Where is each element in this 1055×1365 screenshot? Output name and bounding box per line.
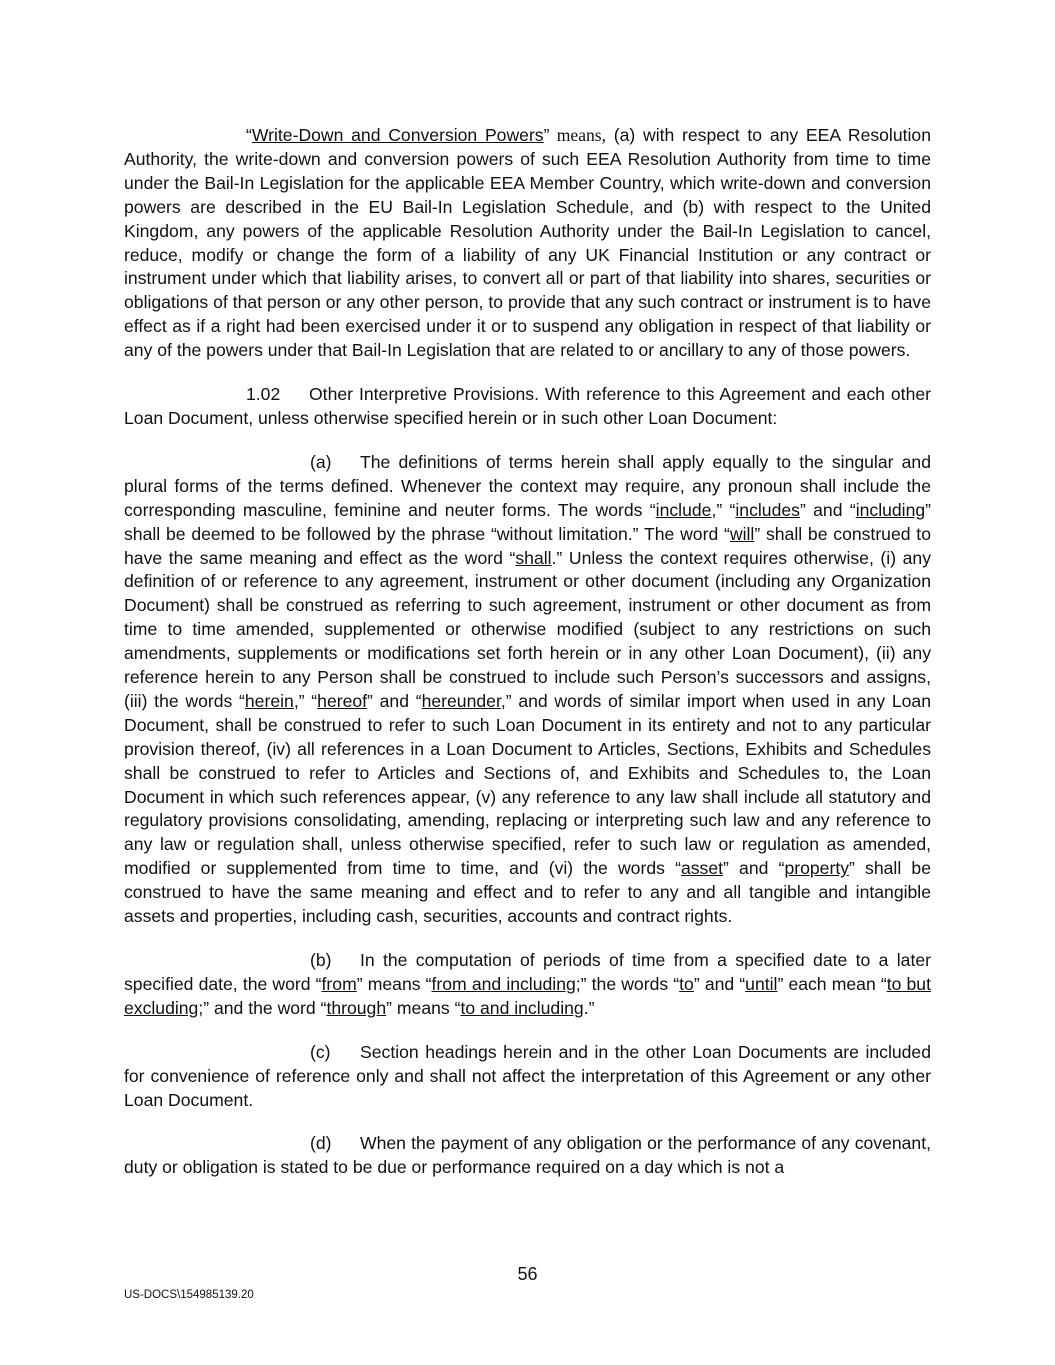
defined-word: will [729, 523, 755, 544]
section-number: 1.02 [246, 384, 281, 405]
defined-word: to [679, 973, 694, 994]
quote-open: “ [246, 125, 252, 145]
clause-label: (a) [310, 451, 332, 472]
defined-word: until [745, 973, 778, 994]
defined-word: include [655, 499, 712, 520]
clause-text: Section headings herein and in the other Loan Documents are included for convenience of reference only and shall not affect the interpretation of this Agreement or any other Loan Document. [124, 1041, 931, 1110]
clause-b: (b) In the computation of periods of time from a specified date to a later specified date, the word “from” means “from and including;” the words “to” and “until” each mean “to but excluding;” and the word “through” means “to and including.” [124, 950, 931, 1018]
defined-word: hereunder [421, 690, 501, 711]
quote-close: ” [543, 125, 550, 145]
defined-word: shall [515, 547, 552, 568]
clause-label: (c) [310, 1041, 331, 1062]
means-word: means, [549, 125, 607, 145]
definition-text: (a) with respect to any EEA Resolution Authority, the write-down and conversion powers of such EEA Resolution Authority from time to time under the Bail-In Legislation for the applicable EEA Member Country, which write-down and conversion powers are described in the EU Bail-In Legislation Schedule, and (b) with respect to the United Kingdom, any powers of the applicable Resolution Authority under the Bail-In Legislation to cancel, reduce, modify or change the form of a liability of any UK Financial Institution or any contract or instrument under which that liability arises, to convert all or part of that liability into shares, securities or obligations of that person or any other person, to provide that any such contract or instrument is to have effect as if a right had been exercised under it or to suspend any obligation in respect of that liability or any of the powers under that Bail-In Legislation that are related to or ancillary to any of those powers. [124, 125, 931, 361]
clause-a: (a) The definitions of terms herein shall apply equally to the singular and plural forms of the terms defined. Whenever the context may require, any pronoun shall include the corresponding masculine, feminine and neuter forms. The words “include,” “includes” and “including” shall be deemed to be followed by the phrase “without limitation.” The word “will” shall be construed to have the same meaning and effect as the word “shall.” Unless the context requires otherwise, (i) any definition of or reference to any agreement, instrument or other document (including any Organization Document) shall be construed as referring to such agreement, instrument or other document as from time to time amended, supplemented or otherwise modified (subject to any restrictions on such amendments, supplements or modifications set forth herein or in any other Loan Document), (ii) any reference herein to any Person shall be construed to include such Person’s successors and assigns, (iii) the words “herein,” “hereof” and “hereunder,” and words of similar import when used in any Loan Document, shall be construed to refer to such Loan Document in its entirety and not to any particular provision thereof, (iv) all references in a Loan Document to Articles, Sections, Exhibits and Schedules shall be construed to refer to Articles and Sections of, and Exhibits and Schedules to, the Loan Document in which such references appear, (v) any reference to any law shall include all statutory and regulatory provisions consolidating, amending, replacing or interpreting such law and any reference to any law or regulation shall, unless otherwise specified, refer to such law or regulation as amended, modified or supplemented from time to time, and (vi) the words “asset” and “property” shall be construed to have the same meaning and effect and to refer to any and all tangible and intangible assets and properties, including cash, securities, accounts and contract rights. [124, 451, 932, 927]
defined-word: herein [244, 690, 294, 711]
clause-label: (b) [310, 950, 332, 970]
footer-doc-id: US-DOCS\154985139.20 [124, 1289, 254, 1301]
defined-word: including [855, 499, 926, 520]
defined-word: hereof [317, 690, 368, 711]
defined-word: from [321, 973, 357, 994]
clause-c [124, 1041, 931, 1113]
defined-word: asset [680, 858, 724, 879]
document-body [124, 124, 931, 1200]
defined-word: from and including [431, 973, 576, 994]
section-1-02 [124, 383, 931, 431]
defined-word: through [326, 997, 387, 1018]
defined-word: property [784, 858, 850, 879]
section-heading: Other Interpretive Provisions. [309, 384, 539, 405]
defined-word: includes [735, 499, 800, 520]
clause-d [124, 1132, 931, 1180]
defined-term: Write-Down and Conversion Powers [251, 125, 544, 145]
section-intro-text: With reference to this Agreement and each other Loan Document, unless otherwise specified herein or in such other Loan Document: [124, 384, 931, 428]
defined-word: to but excluding [124, 973, 931, 1018]
clause-text: When the payment of any obligation or the performance of any covenant, duty or obligation is stated to be due or performance required on a day which is not a [124, 1133, 931, 1178]
definition-write-down-conversion-powers [124, 124, 931, 363]
clause-label: (d) [310, 1133, 332, 1154]
defined-word: to and including [460, 997, 584, 1018]
page-number: 56 [517, 1264, 538, 1284]
